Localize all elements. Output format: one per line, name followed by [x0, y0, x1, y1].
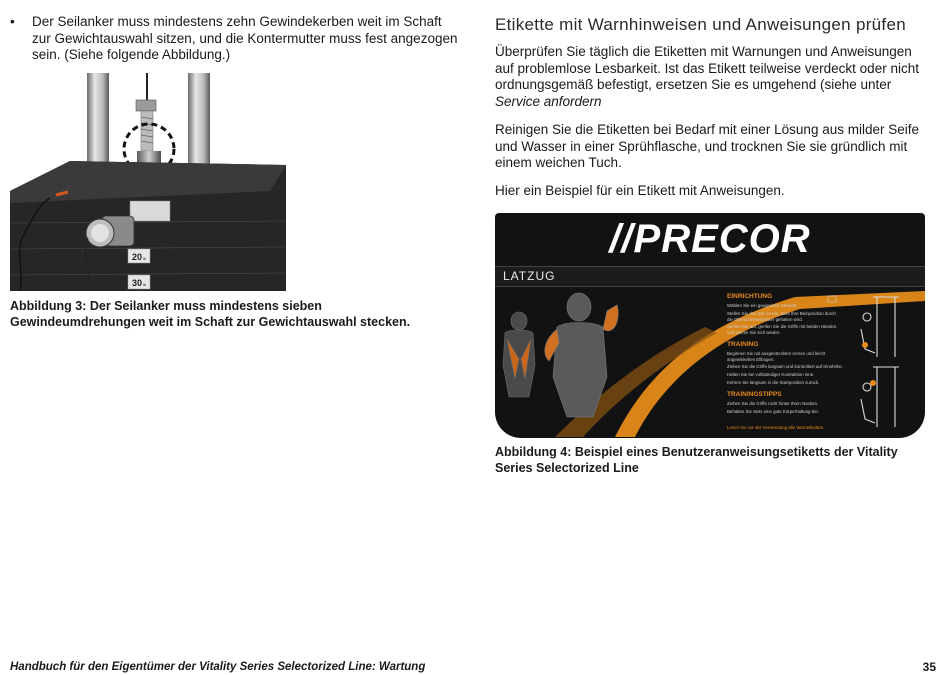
bullet-text: Der Seilanker muss mindestens zehn Gewindekerben weit im Schaft zur Gewichtauswahl sitzen, und die Kontermutter muss fest angezogen sein. (Siehe folgende Abbildung.): [32, 14, 458, 62]
label-footer-note: Lesen Sie vor der Verwendung alle Warnetiketten.: [727, 425, 825, 430]
exercise-name: LATZUG: [503, 269, 556, 283]
label-section-title: EINRICHTUNG: [727, 293, 773, 300]
label-line: und setzen Sie sich wieder.: [727, 330, 781, 335]
paragraph-cleaning: Reinigen Sie die Etiketten bei Bedarf mit einer Lösung aus milder Seife und Wasser in einer Sprühflasche, und trocknen Sie sie gründlich mit einem weichen Tuch.: [495, 122, 919, 170]
page-number: 35: [922, 660, 936, 674]
plate-unit-30: lb: [143, 282, 147, 287]
section-heading: Etikette mit Warnhinweisen und Anweisungen prüfen: [495, 15, 906, 34]
label-line: Stellen Sie den Sitz so ein, dass Ihre Beinposition durch: [727, 311, 836, 316]
figure-3-cable-anchor-photo: [10, 73, 286, 291]
bullet-item: [10, 14, 460, 64]
paragraph-check-labels-text: Überprüfen Sie täglich die Etiketten mit Warnungen und Anweisungen auf problemlose Lesbarkeit. Ist das Etikett teilweise verdeckt oder nicht ordnungsgemäß befestigt, ersetzen Sie es umgehend (siehe unter: [495, 44, 919, 92]
plate-label-20: 20: [132, 252, 143, 262]
label-line: Beginnen Sie mit ausgestreckten Armen und leicht: [727, 351, 826, 356]
label-line: angewinkelten Ellbogen.: [727, 357, 775, 362]
footer-title: Handbuch für den Eigentümer der Vitality Series Selectorized Line: Wartung: [10, 661, 426, 673]
label-illustration: [495, 287, 925, 438]
bullet-dot: •: [10, 14, 15, 29]
figure-4-instruction-label: [495, 213, 925, 438]
precor-logo: //PRECOR: [609, 217, 811, 261]
label-line: Stehen Sie auf, greifen Sie die Griffe mit beiden Händen,: [727, 324, 838, 329]
service-reference: Service anfordern: [495, 93, 602, 109]
figure-3-caption: Abbildung 3: Der Seilanker muss mindestens sieben Gewindeumdrehungen weit im Schaft zur Gewichtauswahl stecken.: [10, 299, 411, 329]
plate-unit-20: lb: [143, 256, 147, 261]
label-line: Wählen Sie ein geeignetes Gewicht.: [727, 303, 798, 308]
figure-4-caption: Abbildung 4: Beispiel eines Benutzeranweisungsetiketts der Vitality Series Selectorized Line: [495, 445, 898, 475]
label-line: Halten Sie bei vollständiger Kontraktion inne.: [727, 372, 815, 377]
muscle-figure-back: [503, 312, 535, 397]
label-line: die Oberschenkelpolster gehalten wird.: [727, 317, 803, 322]
paragraph-example-intro: Hier ein Beispiel für ein Etikett mit Anweisungen.: [495, 183, 785, 198]
machine-diagram-bottom: [861, 367, 899, 427]
label-section-title: TRAINING: [727, 341, 759, 348]
label-line: Ziehen Sie die Griffe langsam und kontrolliert auf Kinnhöhe.: [727, 364, 844, 369]
label-line: Behalten Sie stets eine gute Körperhaltung bei.: [727, 409, 819, 414]
label-line: Kehren Sie langsam in die Startposition zurück.: [727, 380, 820, 385]
label-section-title: TRAININGSTIPPS: [727, 391, 782, 398]
paragraph-check-labels: [495, 44, 920, 110]
plate-label-30: 30: [132, 278, 143, 288]
label-line: Ziehen Sie die Griffe nicht hinter Ihren Nacken.: [727, 401, 819, 406]
machine-diagram-top: [861, 297, 899, 357]
label-title-band: [495, 266, 925, 287]
